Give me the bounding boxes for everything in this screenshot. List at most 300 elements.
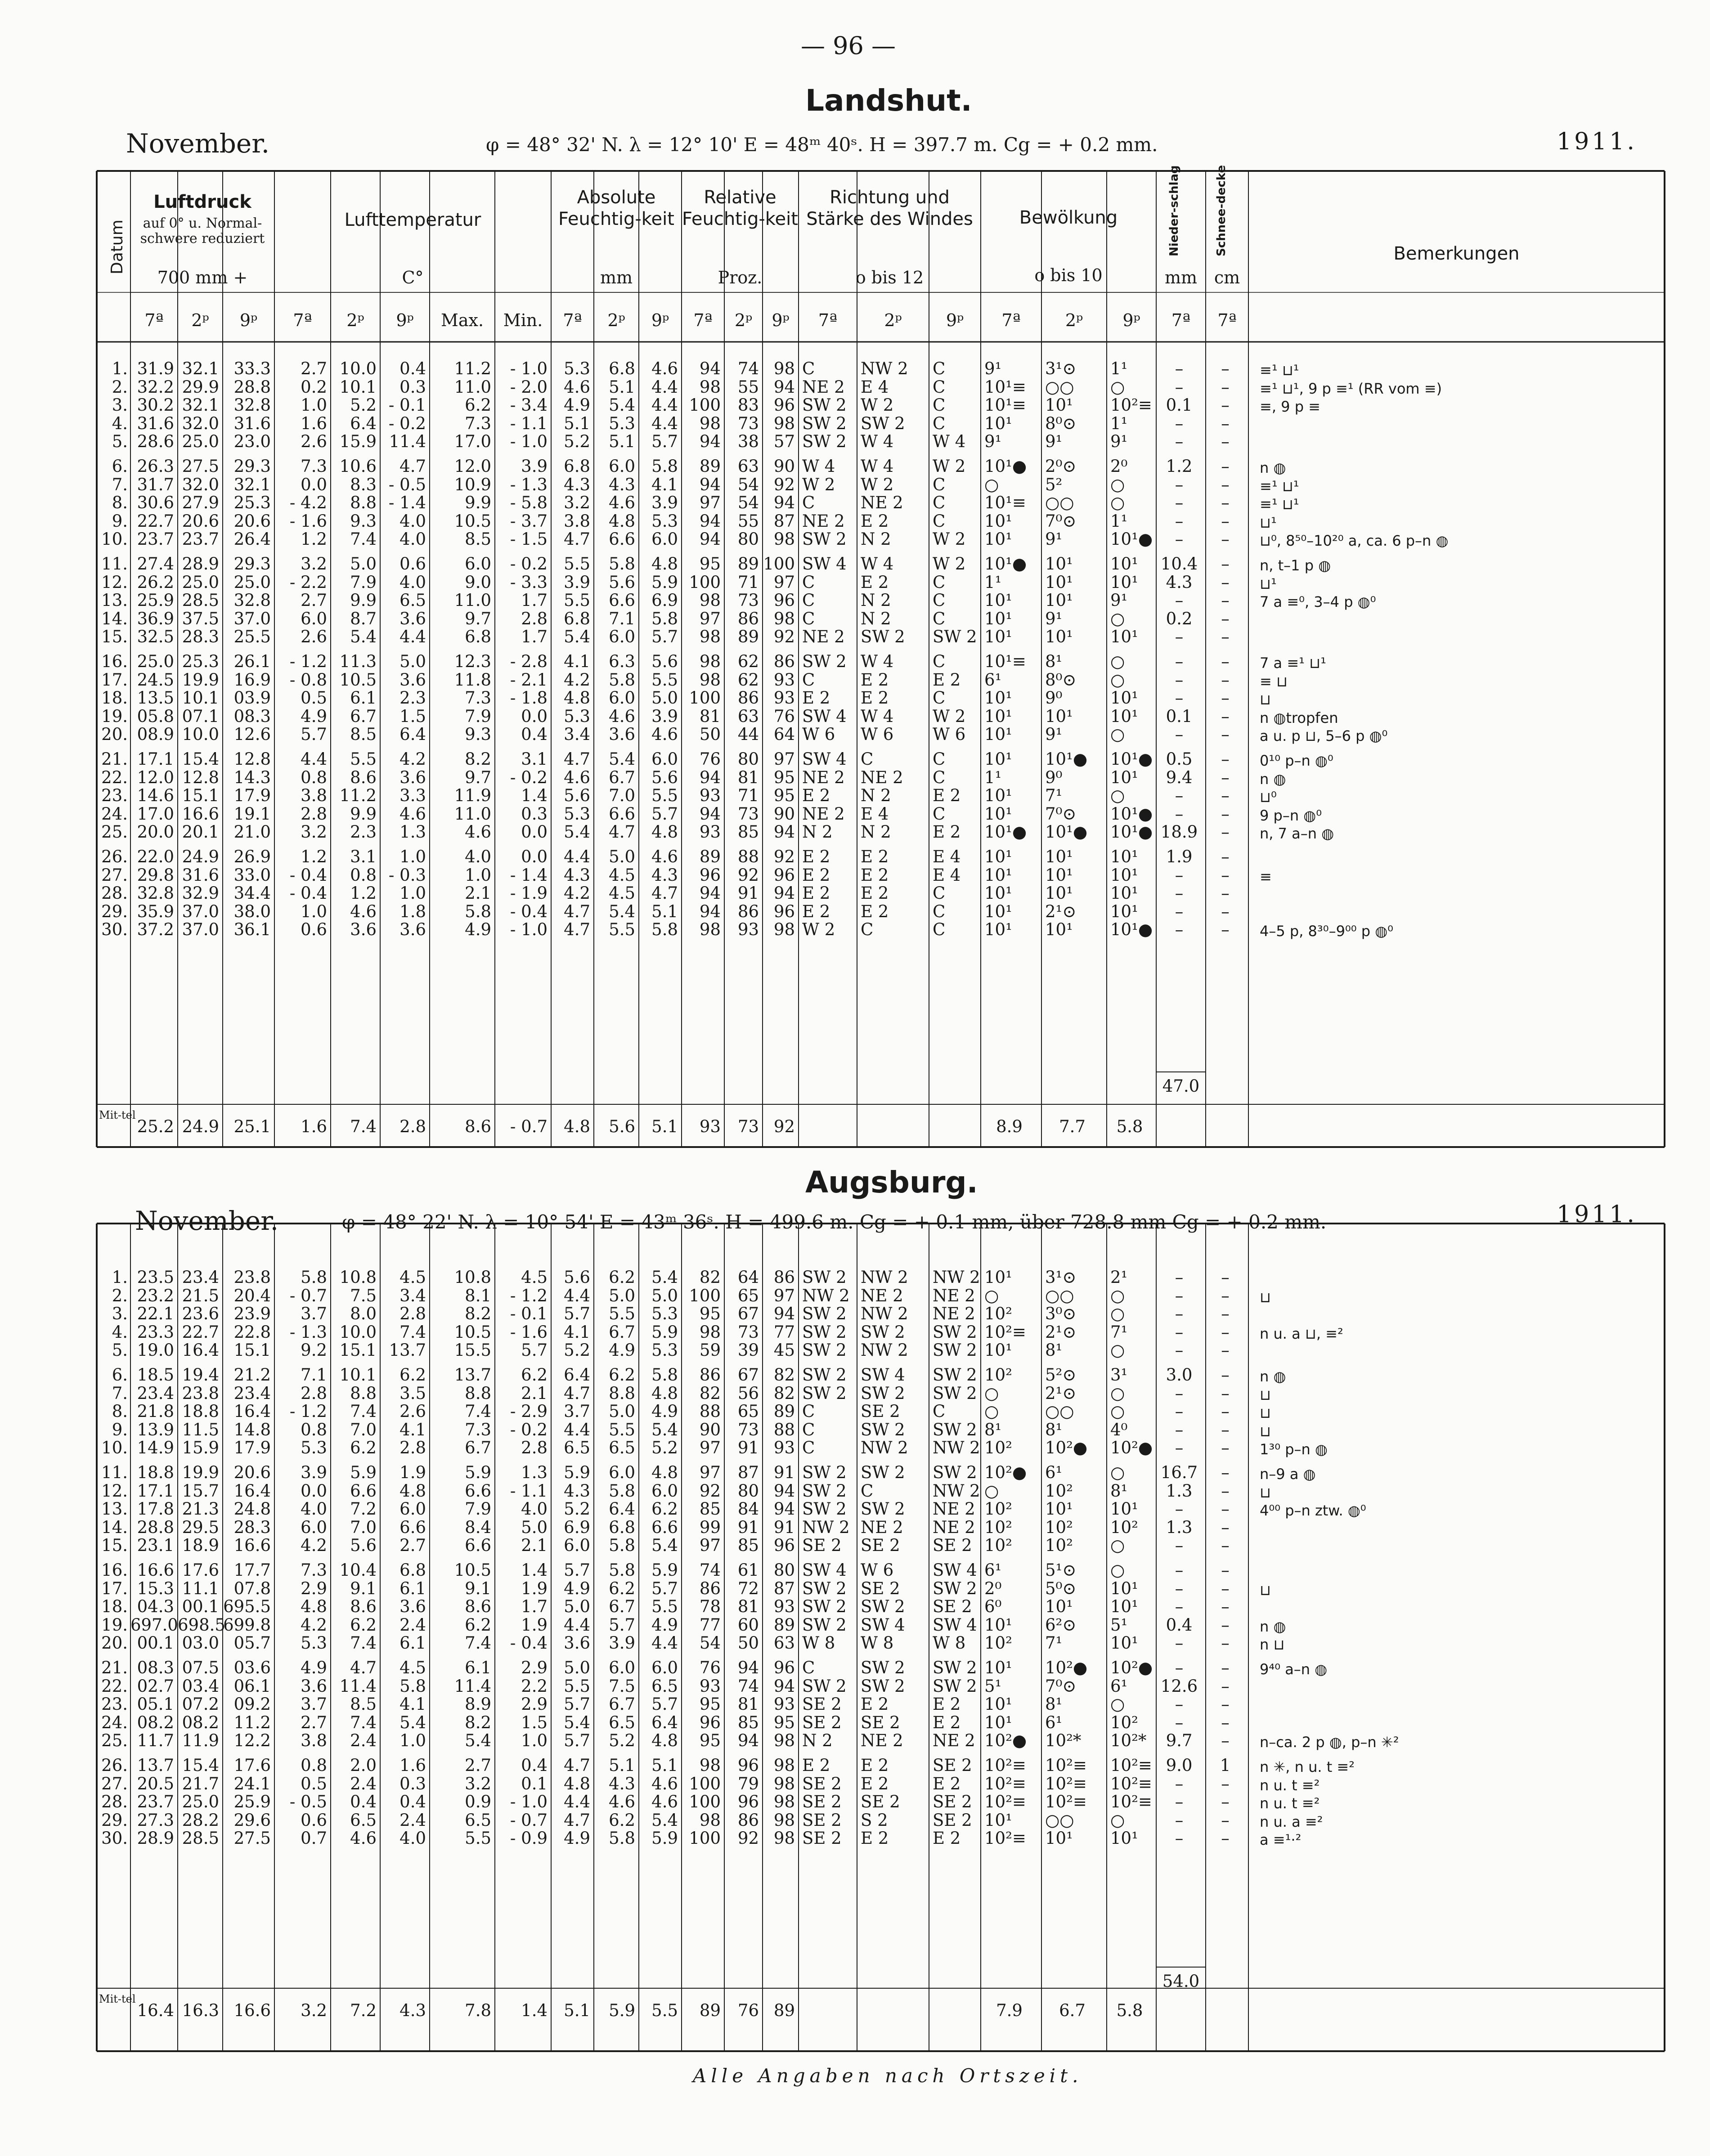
date-cell: 27. (101, 865, 128, 885)
data-cell: 71 (737, 572, 759, 592)
data-cell: 26.2 (137, 572, 174, 592)
data-cell: SW 2 (802, 1615, 847, 1635)
data-cell: 32.1 (182, 359, 219, 378)
data-cell: – (1175, 786, 1184, 806)
data-cell: 74 (737, 359, 759, 378)
data-cell: 5.6 (651, 652, 678, 671)
data-cell: NE 2 (861, 767, 903, 787)
remark-cell: n u. a ≡² (1260, 1813, 1323, 1830)
data-cell: 10¹ (1110, 554, 1138, 574)
data-cell: 93 (773, 670, 795, 690)
data-cell: NW 2 (861, 1438, 908, 1458)
data-cell: 8⁰⊙ (1045, 670, 1077, 690)
data-cell: 76 (699, 749, 721, 769)
data-cell: 16.6 (137, 1560, 174, 1580)
data-cell: 4.7 (564, 1756, 590, 1775)
data-cell: 11.0 (454, 591, 491, 610)
data-cell: 21.0 (233, 822, 271, 842)
data-cell: 99 (699, 1517, 721, 1537)
data-cell: 4.9 (564, 395, 590, 415)
header-schneedecke: Schnee-decke (1215, 165, 1228, 256)
data-cell: 5.0 (651, 688, 678, 708)
data-cell: 10² (1045, 1536, 1073, 1555)
data-cell: 0.2 (1166, 609, 1193, 628)
data-cell: 9¹ (1045, 432, 1063, 452)
data-cell: 10¹ (1110, 688, 1138, 708)
data-cell: E 2 (861, 688, 889, 708)
data-cell: – (1221, 749, 1230, 769)
data-cell: 5.8 (399, 1676, 426, 1696)
data-cell: 26.3 (137, 457, 174, 476)
data-cell: W 2 (933, 706, 966, 726)
data-cell: SW 2 (802, 1597, 847, 1617)
month-label: November. (126, 128, 269, 159)
data-cell: 100 (689, 572, 721, 592)
data-cell: 4.8 (651, 822, 678, 842)
data-cell: 05.8 (137, 706, 174, 726)
data-cell: 12.3 (454, 652, 491, 671)
data-cell: 10¹ (984, 413, 1012, 433)
data-cell: 6.6 (609, 804, 635, 824)
data-cell: 10¹ (1110, 1633, 1138, 1653)
data-cell: 4.0 (399, 1829, 426, 1848)
data-cell: 0.0 (301, 475, 327, 494)
data-cell: 10²≡ (1045, 1792, 1087, 1812)
data-cell: 5.3 (651, 1340, 678, 1360)
data-cell: 6¹ (984, 1560, 1002, 1580)
data-cell: 89 (737, 554, 759, 574)
data-cell: 63 (737, 457, 759, 476)
mittel-cell: 16.3 (182, 2001, 219, 2020)
data-cell: 10.5 (454, 511, 491, 531)
data-cell: 95 (699, 1694, 721, 1714)
data-cell: 7¹ (1110, 1322, 1128, 1342)
data-cell: 94 (773, 1499, 795, 1519)
data-cell: ○ (1110, 786, 1125, 806)
data-cell: 4.3 (564, 1481, 590, 1501)
data-cell: 98 (699, 670, 721, 690)
data-cell: 2.8 (301, 804, 327, 824)
header-mm: mm (1164, 268, 1198, 287)
data-cell: SW 4 (933, 1560, 977, 1580)
data-cell: SE 2 (802, 1829, 842, 1848)
data-cell: 32.8 (137, 883, 174, 903)
data-cell: SW 2 (933, 1676, 977, 1696)
data-cell: 4.6 (651, 1774, 678, 1793)
data-cell: – (1221, 1304, 1230, 1324)
data-cell: 37.0 (182, 901, 219, 921)
data-cell: E 2 (933, 1829, 961, 1848)
data-cell: 5.4 (564, 1712, 590, 1732)
data-cell: 5.4 (350, 627, 377, 647)
data-cell: 13.5 (137, 688, 174, 708)
data-cell: 21.7 (182, 1774, 219, 1793)
data-cell: 1.8 (399, 901, 426, 921)
data-cell: 10²● (1110, 1658, 1153, 1677)
data-cell: 4.4 (564, 1792, 590, 1812)
year-label: 1911. (1557, 1201, 1637, 1228)
data-cell: ○ (1110, 609, 1125, 628)
data-cell: NE 2 (861, 1517, 903, 1537)
header-datum: Datum (108, 220, 126, 274)
data-cell: 5.5 (564, 554, 590, 574)
data-cell: 31.6 (137, 413, 174, 433)
data-cell: 89 (737, 627, 759, 647)
data-cell: ○ (1110, 670, 1125, 690)
header-bemerkungen: Bemerkungen (1393, 243, 1520, 264)
data-cell: E 2 (861, 865, 889, 885)
date-cell: 20. (101, 1633, 128, 1653)
data-cell: SE 2 (933, 1756, 972, 1775)
subheader-t9: 9ᵖ (396, 310, 414, 330)
data-cell: 97 (773, 749, 795, 769)
date-cell: 8. (112, 493, 128, 513)
data-cell: 98 (699, 377, 721, 397)
subheader-t7: 7ª (1217, 310, 1237, 330)
data-cell: C (802, 1402, 815, 1421)
data-cell: – (1221, 652, 1230, 671)
header-lufttemperatur: Lufttemperatur (344, 210, 481, 230)
data-cell: 5¹⊙ (1045, 1560, 1077, 1580)
data-cell: 6.0 (301, 609, 327, 628)
date-cell: 18. (101, 1597, 128, 1617)
data-cell: SW 2 (802, 1365, 847, 1385)
data-cell: SW 2 (861, 1499, 905, 1519)
subheader-t7: 7ª (818, 310, 838, 330)
data-cell: – (1221, 1268, 1230, 1287)
data-cell: 8¹ (1110, 1481, 1128, 1501)
data-cell: 10¹● (1045, 822, 1088, 842)
data-cell: 7.3 (301, 1560, 327, 1580)
data-cell: 65 (737, 1286, 759, 1305)
data-cell: 95 (699, 554, 721, 574)
mittel-cell: 7.4 (350, 1117, 377, 1136)
subheader-max: Max. (440, 310, 484, 330)
data-cell: 94 (773, 377, 795, 397)
data-cell: 4.5 (609, 883, 635, 903)
date-cell: 27. (101, 1774, 128, 1793)
remark-cell: n u. t ≡² (1260, 1776, 1320, 1794)
remark-cell: n, t–1 p ◍ (1260, 557, 1331, 574)
data-cell: 3¹⊙ (1045, 359, 1077, 378)
subheader-t9: 9ᵖ (772, 310, 790, 330)
data-cell: 23.4 (137, 1383, 174, 1403)
data-cell: 98 (773, 1756, 795, 1775)
data-cell: 10¹ (1045, 706, 1073, 726)
data-cell: 4.1 (399, 1694, 426, 1714)
date-cell: 10. (101, 529, 128, 549)
data-cell: - 1.0 (510, 920, 548, 940)
data-cell: 1.6 (301, 413, 327, 433)
data-cell: 3.6 (399, 920, 426, 940)
data-cell: – (1175, 1597, 1184, 1617)
data-cell: 6.8 (564, 609, 590, 628)
data-cell: E 2 (861, 572, 889, 592)
data-cell: 8.2 (465, 1712, 491, 1732)
data-cell: - 0.4 (289, 865, 327, 885)
data-cell: 14.3 (233, 767, 271, 787)
date-cell: 22. (101, 1676, 128, 1696)
data-cell: 08.3 (233, 706, 271, 726)
data-cell: SW 2 (933, 1463, 977, 1482)
data-cell: - 1.2 (510, 1286, 548, 1305)
data-cell: 92 (699, 1481, 721, 1501)
data-cell: 98 (699, 591, 721, 610)
data-cell: NW 2 (933, 1481, 980, 1501)
data-cell: ○○ (1045, 1810, 1074, 1830)
subheader-min: Min. (503, 310, 543, 330)
data-cell: – (1221, 1517, 1230, 1537)
data-cell: 5.2 (564, 432, 590, 452)
data-cell: 96 (699, 1712, 721, 1732)
data-cell: 10²* (1045, 1731, 1082, 1751)
data-cell: 98 (773, 1774, 795, 1793)
data-cell: 4.8 (399, 1481, 426, 1501)
data-cell: 10¹ (1110, 627, 1138, 647)
data-cell: 4.7 (350, 1658, 377, 1677)
data-cell: – (1221, 1792, 1230, 1812)
data-cell: 25.0 (233, 572, 271, 592)
data-cell: 6.8 (564, 457, 590, 476)
data-cell: 23.4 (182, 1268, 219, 1287)
remark-cell: n, 7 a–n ◍ (1260, 825, 1334, 843)
date-cell: 16. (101, 652, 128, 671)
data-cell: N 2 (802, 1731, 833, 1751)
data-cell: 86 (737, 1810, 759, 1830)
data-cell: – (1221, 670, 1230, 690)
data-cell: 1.9 (521, 1615, 548, 1635)
data-cell: 6.6 (465, 1536, 491, 1555)
data-cell: 6.0 (399, 1499, 426, 1519)
data-cell: – (1175, 627, 1184, 647)
date-cell: 5. (112, 432, 128, 452)
data-cell: 12.8 (233, 749, 271, 769)
data-cell: 16.6 (233, 1536, 271, 1555)
data-cell: 93 (773, 1597, 795, 1617)
data-cell: - 4.2 (289, 493, 327, 513)
data-cell: 100 (689, 1774, 721, 1793)
data-cell: 20.0 (137, 822, 174, 842)
subheader-t9: 9ᵖ (239, 310, 258, 330)
data-cell: – (1175, 1438, 1184, 1458)
data-cell: E 2 (861, 1756, 889, 1775)
data-cell: 2.4 (350, 1774, 377, 1793)
data-cell: 23.0 (233, 432, 271, 452)
data-cell: ○ (1110, 1694, 1125, 1714)
data-cell: 6.9 (564, 1517, 590, 1537)
data-cell: 13.9 (137, 1420, 174, 1439)
date-cell: 2. (112, 1286, 128, 1305)
data-cell: 0.6 (301, 920, 327, 940)
data-cell: 10¹ (1110, 901, 1138, 921)
data-cell: 5.3 (301, 1438, 327, 1458)
data-cell: 7.4 (399, 1322, 426, 1342)
data-cell: 1.4 (521, 786, 548, 806)
data-cell: 37.5 (182, 609, 219, 628)
data-cell: 3.7 (301, 1694, 327, 1714)
data-cell: 34.4 (233, 883, 271, 903)
date-cell: 11. (101, 554, 128, 574)
data-cell: 85 (737, 1536, 759, 1555)
data-cell: 1¹ (984, 572, 1002, 592)
data-cell: 17.6 (233, 1756, 271, 1775)
mittel-cell: 25.1 (233, 1117, 271, 1136)
data-cell: – (1221, 1340, 1230, 1360)
data-cell: 96 (737, 1756, 759, 1775)
data-cell: 89 (699, 457, 721, 476)
data-cell: N 2 (861, 609, 891, 628)
header-rel-unit: Proz. (718, 268, 763, 287)
data-cell: 2⁰ (1110, 457, 1128, 476)
data-cell: 1.2 (350, 883, 377, 903)
data-cell: W 4 (802, 457, 835, 476)
data-cell: 15.1 (233, 1340, 271, 1360)
data-cell: 6.6 (399, 1517, 426, 1537)
data-cell: 17.1 (137, 1481, 174, 1501)
data-cell: 94 (699, 511, 721, 531)
remark-cell: a u. p ⊔, 5–6 p ◍⁰ (1260, 727, 1388, 745)
remark-cell: ⊔ (1260, 1581, 1271, 1599)
data-cell: 92 (773, 847, 795, 866)
data-cell: 31.6 (182, 865, 219, 885)
data-cell: SW 2 (861, 413, 905, 433)
data-cell: 8.8 (465, 1383, 491, 1403)
data-cell: 86 (773, 652, 795, 671)
data-cell: W 2 (861, 395, 894, 415)
data-cell: 12.2 (233, 1731, 271, 1751)
header-temp-unit: C° (402, 268, 424, 287)
data-cell: 5.0 (651, 1286, 678, 1305)
data-cell: 5.7 (651, 1694, 678, 1714)
data-cell: – (1175, 1810, 1184, 1830)
data-cell: SE 2 (802, 1810, 842, 1830)
data-cell: – (1221, 359, 1230, 378)
data-cell: 10.5 (339, 670, 377, 690)
data-cell: 98 (773, 413, 795, 433)
data-cell: 81 (699, 706, 721, 726)
data-cell: C (933, 413, 946, 433)
data-cell: 95 (699, 1304, 721, 1324)
data-cell: 1.9 (1166, 847, 1193, 866)
date-cell: 25. (101, 822, 128, 842)
data-cell: 25.3 (233, 493, 271, 513)
data-cell: - 0.5 (388, 475, 426, 494)
subheader-t2: 2ᵖ (346, 310, 364, 330)
data-cell: 16.4 (233, 1402, 271, 1421)
data-cell: SW 2 (802, 1268, 847, 1287)
data-cell: 10²≡ (1045, 1756, 1087, 1775)
remark-cell: 7 a ≡⁰, 3–4 p ◍⁰ (1260, 593, 1376, 611)
mittel-cell: 7.9 (996, 2001, 1023, 2020)
header-abs-unit: mm (600, 268, 633, 287)
data-cell: 83 (737, 395, 759, 415)
data-cell: 25.0 (182, 1792, 219, 1812)
data-cell: 5.8 (301, 1268, 327, 1287)
data-cell: 6.9 (651, 591, 678, 610)
data-cell: 13.7 (389, 1340, 426, 1360)
data-cell: W 4 (933, 432, 966, 452)
data-cell: - 1.3 (289, 1322, 327, 1342)
data-cell: E 2 (861, 1694, 889, 1714)
data-cell: – (1175, 359, 1184, 378)
data-cell: E 2 (802, 883, 830, 903)
remark-cell: ≡ (1260, 868, 1272, 885)
data-cell: 10.5 (454, 1560, 491, 1580)
data-cell: 6.6 (465, 1481, 491, 1501)
remark-cell: n u. a ⊔, ≡² (1260, 1325, 1343, 1342)
header-rel-feucht: Relative Feuchtig-keit (682, 187, 798, 229)
data-cell: SW 2 (802, 1481, 847, 1501)
data-cell: 6.2 (609, 1365, 635, 1385)
data-cell: 50 (737, 1633, 759, 1653)
data-cell: 3.2 (564, 493, 590, 513)
data-cell: – (1175, 493, 1184, 513)
data-cell: ○ (984, 1481, 999, 1501)
data-cell: 76 (773, 706, 795, 726)
data-cell: 5.4 (609, 395, 635, 415)
remark-cell: 9 p–n ◍⁰ (1260, 807, 1322, 824)
data-cell: SW 2 (861, 1383, 905, 1403)
data-cell: 0.6 (301, 1810, 327, 1830)
data-cell: NE 2 (802, 377, 845, 397)
data-cell: 67 (737, 1365, 759, 1385)
data-cell: 1.9 (521, 1578, 548, 1598)
data-cell: 27.9 (182, 493, 219, 513)
data-cell: 5¹ (1110, 1615, 1128, 1635)
data-cell: 4.8 (651, 554, 678, 574)
data-cell: 4.0 (399, 529, 426, 549)
remark-cell: n ◍ (1260, 459, 1286, 476)
data-cell: 03.0 (182, 1633, 219, 1653)
data-cell: 3¹⊙ (1045, 1268, 1077, 1287)
data-cell: 3.7 (564, 1402, 590, 1421)
data-cell: – (1221, 1560, 1230, 1580)
data-cell: – (1175, 804, 1184, 824)
data-cell: 96 (699, 865, 721, 885)
remark-cell: n ◍tropfen (1260, 709, 1338, 726)
data-cell: 2.7 (301, 359, 327, 378)
data-cell: 0.4 (1166, 1615, 1193, 1635)
data-cell: 3.6 (609, 725, 635, 744)
data-cell: 5.9 (350, 1463, 377, 1482)
data-cell: 57 (773, 432, 795, 452)
mittel-cell: 89 (773, 2001, 795, 2020)
data-cell: 7¹ (1045, 786, 1063, 806)
data-cell: 96 (773, 865, 795, 885)
data-cell: 94 (699, 883, 721, 903)
data-cell: 5.9 (651, 1829, 678, 1848)
data-cell: 23.6 (182, 1304, 219, 1324)
data-cell: ○○ (1045, 493, 1074, 513)
data-cell: – (1221, 475, 1230, 494)
data-cell: 29.3 (233, 554, 271, 574)
data-cell: ○ (1110, 1560, 1125, 1580)
data-cell: 10¹ (984, 1268, 1012, 1287)
data-cell: 6¹ (1110, 1676, 1128, 1696)
data-cell: 6.8 (609, 359, 635, 378)
data-cell: – (1175, 670, 1184, 690)
data-cell: 10¹ (1110, 883, 1138, 903)
data-cell: 17.0 (454, 432, 491, 452)
data-cell: W 2 (933, 554, 966, 574)
data-cell: – (1175, 920, 1184, 940)
data-cell: 10² (984, 1304, 1012, 1324)
data-cell: 15.5 (454, 1340, 491, 1360)
data-cell: 2⁰ (984, 1578, 1002, 1598)
data-cell: 5.1 (609, 1756, 635, 1775)
data-cell: 7.0 (350, 1420, 377, 1439)
data-cell: 15.1 (339, 1340, 377, 1360)
